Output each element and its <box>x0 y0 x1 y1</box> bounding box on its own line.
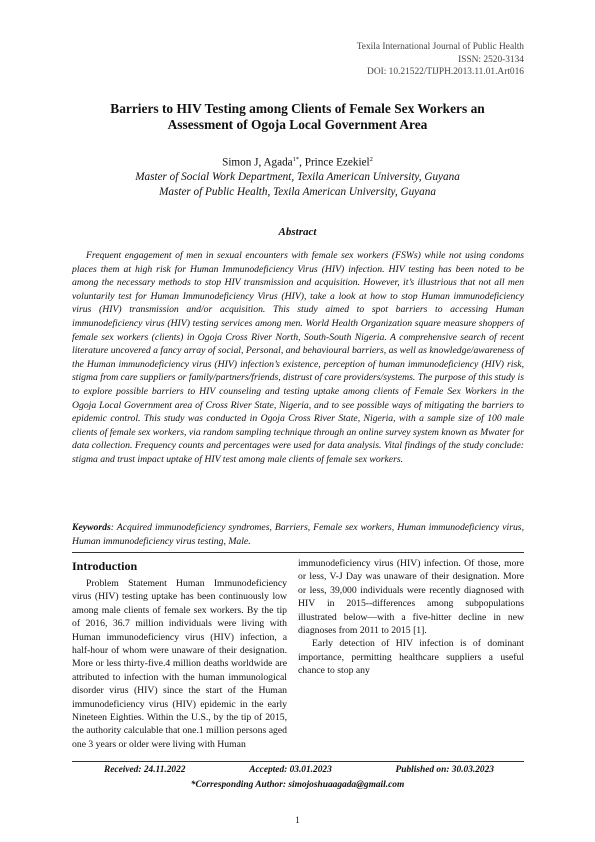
author-line <box>0 153 595 170</box>
published-date: Published on: 30.03.2023 <box>395 765 494 775</box>
author-2: Prince Ezekiel <box>304 156 370 169</box>
journal-doi: DOI: 10.21522/TIJPH.2013.11.01.Art016 <box>367 67 524 77</box>
accepted-date: Accepted: 03.01.2023 <box>249 765 332 775</box>
keywords <box>72 521 524 548</box>
author-separator: , <box>299 156 305 169</box>
journal-header <box>357 41 524 79</box>
introduction-para-2: Early detection of HIV infection is of dominant importance, permitting healthcare suppliers a useful chance to stop any <box>298 638 524 677</box>
introduction-para-1: Problem Statement Human Immunodeficiency virus (HIV) testing uptake has been continuously low among male clients of female sex workers. By the tip of 2016, 36.7 million individuals were living with Human immunodeficiency virus (HIV) infection, a half-hour of whom were unaware of their designation. More or less thirty-five.4 million deaths worldwide are attributed to infection with the human immunological disorder virus (HIV) since the start of the Human immunodeficiency virus (HIV) epidemic in the early Nineteen Eighties. Within the U.S., by the tip of 2015, the authority calculable that one.1 million persons aged one 3 years or older were living with Human <box>72 578 287 750</box>
keywords-label: Keywords <box>72 522 111 533</box>
author-2-affil-marker: 2 <box>369 156 373 163</box>
corresponding-author: *Corresponding Author: simojoshuaagada@gmail.com <box>190 780 405 790</box>
column-left <box>72 557 287 751</box>
footer-divider <box>72 761 524 762</box>
page-number: 1 <box>295 815 300 825</box>
journal-name: Texila International Journal of Public Health <box>356 42 524 52</box>
abstract-text: Frequent engagement of men in sexual encounters with female sex workers (FSWs) while not using condoms places them at high risk for Human Immunodeficiency Virus (HIV) infection. HIV testing has been noted to be among the necessary methods to stop HIV transmission and acquisition. However, it’s illustrious that not all men voluntarily test for Human Immunodeficiency Virus (HIV), take a look at how to stop Human immunodeficiency virus (HIV) transmission and/or acquisition. This study aimed to spot barriers to accessing Human immunodeficiency virus (HIV) testing services among men. World Health Organization square measure shoppers of female sex workers (clients) in Ogoja Cross River North, South-South Nigeria. A comprehensive search of recent literature uncovered a fancy array of social, Personal, and behavioural barriers, as well as knowledge/awareness of the Human immunodeficiency virus (HIV) infection’s existence, perception of human immunodeficiency (HIV) risk, stigma from care suppliers or family/partners/friends, distrust of care providers/systems. The purpose of this study is to explore possible barriers to HIV counseling and testing uptake among clients of Female Sex Workers in the Ogoja Local Government area of Cross River State, Nigeria, and to see possible ways of mitigating the barriers to epidemic control. This study was conducted in Ogoja Cross River State, Nigeria, with a sample size of 100 male clients of female sex workers, via random sampling technique through an online survey system known as Mwater for data collection. Frequency counts and percentages were used for data analysis. Vital findings of the study conclude: stigma and trust impact uptake of HIV test among male clients of female sex workers. <box>72 250 524 465</box>
keywords-text: : Acquired immunodeficiency syndromes, Barriers, Female sex workers, Human immunodeficiency virus, Human immunodeficiency virus testing, Male. <box>72 522 524 547</box>
affiliation-1: Master of Social Work Department, Texila American University, Guyana <box>135 171 460 184</box>
abstract-heading: Abstract <box>278 226 317 238</box>
introduction-para-1-continued: immunodeficiency virus (HIV) infection. Of those, more or less, V-J Day was unaware of their designation. More or less, 39,000 individuals were recently diagnosed with HIV in 2015--differences among subpopulations illustrated below—with a five-hitter decline in new diagnoses from 2011 to 2015 [1]. <box>298 558 524 637</box>
author-block <box>0 153 595 199</box>
publication-dates <box>104 765 494 775</box>
author-1-affil-marker: 1* <box>292 156 300 163</box>
column-right <box>298 557 524 678</box>
received-date: Received: 24.11.2022 <box>104 765 186 775</box>
introduction-heading: Introduction <box>72 559 138 573</box>
journal-issn: ISSN: 2520-3134 <box>458 54 524 65</box>
paper-title: Barriers to HIV Testing among Clients of Female Sex Workers an Assessment of Ogoja Local Government Area <box>110 101 485 132</box>
affiliation-2: Master of Public Health, Texila American University, Guyana <box>159 185 436 198</box>
author-1: Simon J, Agada <box>222 156 293 169</box>
section-divider <box>72 552 524 553</box>
